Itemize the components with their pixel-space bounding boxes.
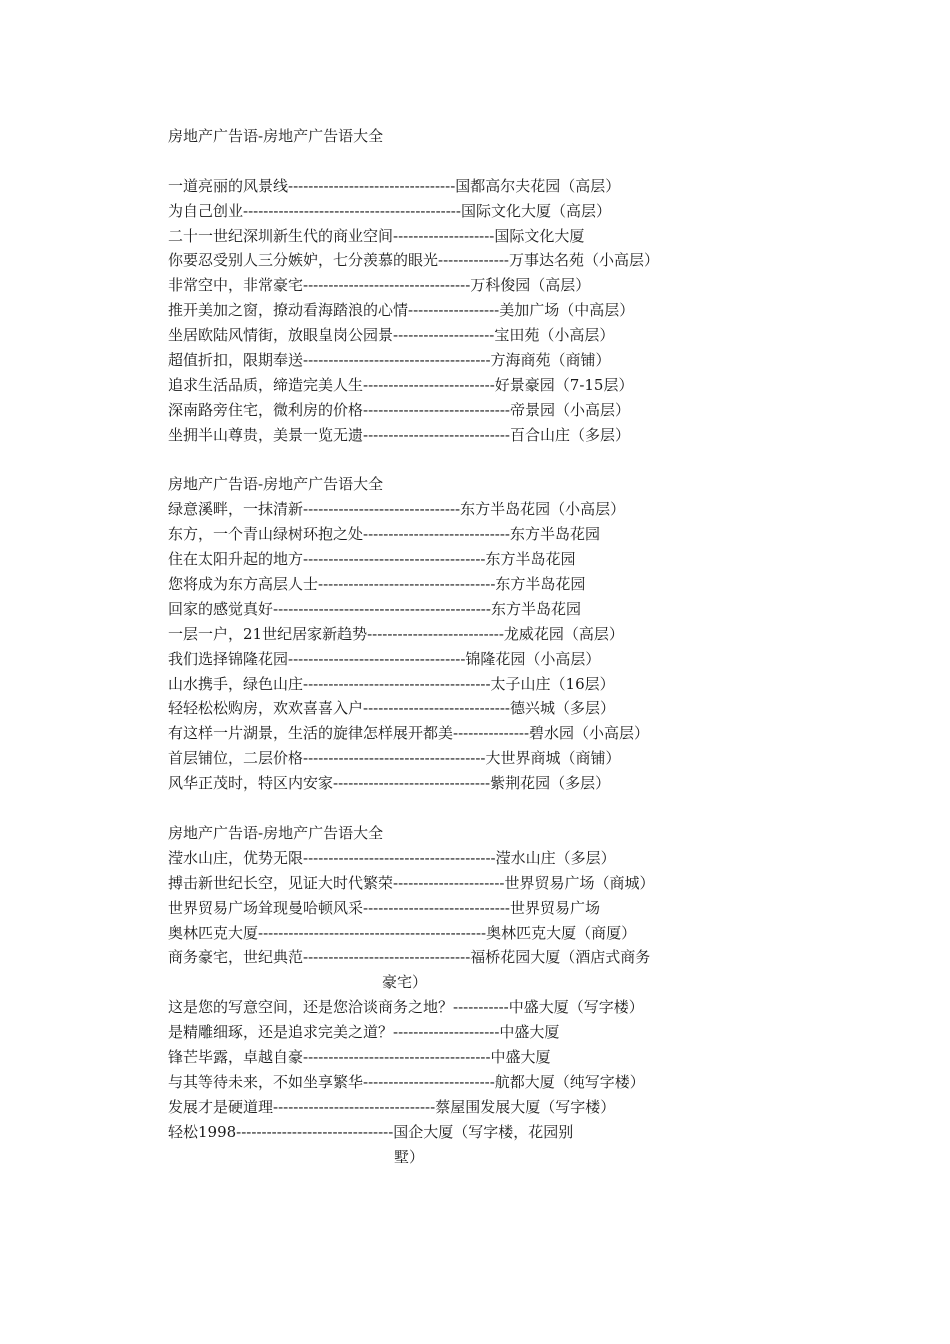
slogan-line: 滢水山庄，优势无限--------------------------------------滢水山庄（多层） (168, 848, 616, 867)
slogan-line: 世界贸易广场耸现曼哈顿风采-----------------------------世界贸易广场 (168, 898, 600, 917)
slogan-line: 推开美加之窗，撩动看海踏浪的心情------------------美加广场（中高层） (168, 301, 635, 320)
page-title: 房地产广告语-房地产广告语大全 (168, 127, 384, 145)
blank-line (168, 149, 728, 174)
slogan-line: 追求生活品质，缔造完美人生--------------------------好景豪园（7-15层） (168, 375, 634, 394)
slogan-line: 商务豪宅，世纪典范---------------------------------福桥花园大厦（酒店式商务 (168, 948, 651, 967)
slogan-line: 搏击新世纪长空，见证大时代繁荣----------------------世界贸易广场（商城） (168, 873, 655, 892)
slogan-line: 锋芒毕露，卓越自豪-------------------------------------中盛大厦 (168, 1047, 551, 1066)
slogan-line: 有这样一片湖景，生活的旋律怎样展开都美---------------碧水园（小高层） (168, 724, 650, 743)
slogan-line: 超值折扣，限期奉送-------------------------------------方海商苑（商铺） (168, 351, 611, 370)
slogan-line: 轻松1998-------------------------------国企大厦（写字楼，花园别 (168, 1122, 574, 1141)
slogan-line: 坐居欧陆风情街，放眼皇岗公园景--------------------宝田苑（小高层） (168, 326, 615, 345)
slogan-line: 轻轻松松购房，欢欢喜喜入户-----------------------------德兴城（多层） (168, 699, 615, 718)
slogan-line: 山水携手，绿色山庄-------------------------------------太子山庄（16层） (168, 674, 615, 693)
slogan-line: 这是您的写意空间，还是您洽谈商务之地？-----------中盛大厦（写字楼） (168, 998, 644, 1017)
slogan-line: 回家的感觉真好-------------------------------------------东方半岛花园 (168, 599, 581, 618)
slogan-line: 与其等待未来，不如坐享繁华--------------------------航都大厦（纯写字楼） (168, 1072, 645, 1091)
slogan-line: 您将成为东方高层人士-----------------------------------东方半岛花园 (168, 575, 586, 594)
slogan-line: 二十一世纪深圳新生代的商业空间--------------------国际文化大厦 (168, 226, 585, 245)
slogan-line: 发展才是硬道理--------------------------------蔡屋围发展大厦（写字楼） (168, 1097, 616, 1116)
slogan-line: 奥林匹克大厦---------------------------------------------奥林匹克大厦（商厦） (168, 923, 637, 942)
slogan-line: 你要忍受别人三分嫉妒，七分羡慕的眼光--------------万事达名苑（小高层） (168, 251, 659, 270)
slogan-line: 非常空中，非常豪宅---------------------------------万科俊园（高层） (168, 276, 591, 295)
slogan-line-continuation: 墅） (394, 1147, 425, 1166)
document-body (168, 124, 728, 1169)
blank-line (168, 448, 728, 473)
slogan-line: 绿意溪畔，一抹清新-------------------------------东方半岛花园（小高层） (168, 500, 626, 519)
slogan-line: 坐拥半山尊贵，美景一览无遗-----------------------------百合山庄（多层） (168, 425, 630, 444)
slogan-line-continuation: 豪宅） (382, 973, 428, 992)
slogan-line: 一层一户，21世纪居家新趋势---------------------------龙威花园（高层） (168, 624, 624, 643)
slogan-line: 住在太阳升起的地方------------------------------------东方半岛花园 (168, 550, 576, 569)
blank-line (168, 796, 728, 821)
slogan-line: 我们选择锦隆花园-----------------------------------锦隆花园（小高层） (168, 649, 601, 668)
slogan-line: 深南路旁住宅，微利房的价格-----------------------------帝景园（小高层） (168, 400, 630, 419)
slogan-line: 风华正茂时，特区内安家-------------------------------紫荆花园（多层） (168, 774, 611, 793)
slogan-line: 东方，一个青山绿树环抱之处-----------------------------东方半岛花园 (168, 525, 600, 544)
slogan-line: 为自己创业-------------------------------------------国际文化大厦（高层） (168, 201, 611, 220)
slogan-line: 是精雕细琢，还是追求完美之道？---------------------中盛大厦 (168, 1023, 560, 1042)
section-heading: 房地产广告语-房地产广告语大全 (168, 475, 384, 494)
slogan-line: 首层铺位，二层价格------------------------------------大世界商城（商铺） (168, 749, 621, 768)
slogan-line: 一道亮丽的风景线---------------------------------国都高尔夫花园（高层） (168, 176, 621, 195)
section-heading: 房地产广告语-房地产广告语大全 (168, 823, 384, 842)
